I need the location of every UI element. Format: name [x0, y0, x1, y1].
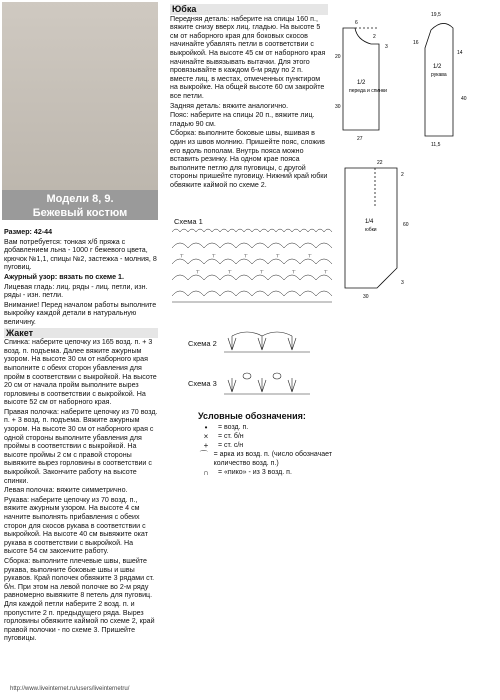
legend-item: × = ст. б/н — [198, 432, 348, 441]
top-half-sub: переда и спинки — [349, 88, 387, 94]
skirt-back: Задняя деталь: вяжите аналогично. — [170, 101, 289, 110]
left-front-instructions: Левая полочка: вяжите симметрично. — [4, 486, 128, 495]
sleeve-sub: рукава — [431, 72, 447, 78]
dim-40: 40 — [461, 96, 467, 102]
scheme-3-diagram — [222, 370, 312, 398]
picot-icon: ∩ — [203, 468, 209, 477]
svg-text:┬: ┬ — [212, 252, 216, 258]
legend-item: ∩ = «пико» - из 3 возд. п. — [198, 468, 348, 477]
svg-text:┬: ┬ — [292, 268, 296, 274]
dim-22: 22 — [377, 160, 383, 166]
dim-3b: 3 — [401, 280, 404, 286]
face-stitch: Лицевая гладь: лиц. ряды - лиц. петли, изн. ряды - изн. петли. — [4, 282, 148, 300]
svg-text:┬: ┬ — [196, 268, 200, 274]
caption-title: Бежевый костюм — [32, 207, 128, 219]
single-crochet-icon: × — [203, 432, 209, 441]
svg-text:┬: ┬ — [244, 252, 248, 258]
dim-2: 2 — [373, 34, 376, 40]
model-caption — [2, 190, 158, 220]
skirt-assembly: Сборка: выполните боковые швы, вшивая в один из швов молнию. Пришейте пояс, сложив его вдоль пополам. Внутрь пояса можно вставить резинку. На одном крае пояса выполните петлю для пуговицы, с другой стороны пришейте пуговицу. Нижний край юбки обвяжите каймой по схеме 2. — [170, 129, 328, 189]
left-column — [4, 228, 158, 644]
skirt-front: Передняя деталь: наберите на спицы 160 п., вяжите снизу вверх лиц. гладью. На высоте 5 см от наборного края для боковых скосов начинайте убавлять петли в соответствии с выкройкой. На высоте 45 см от наборного края начинайте вывязывать вытачки. Для этого провязывайте в каждом 6-м ряду по 2 п. вместе лиц. в местах, отмеченных пунктиром на выкройке. На общей высоте 60 см закройте все петли. — [170, 14, 326, 100]
chain-stitch-icon: • — [204, 423, 208, 432]
scheme-3-label: Схема 3 — [188, 379, 217, 388]
jacket-heading: Жакет — [4, 328, 158, 339]
sleeve-instructions: Рукава: наберите цепочку из 70 возд. п., вяжите ажурным узором. На высоте 4 см начните выполнять прибавления с обеих сторон для скосов рукава в соответствии с выкройкой. На высоте 40 см вывяжите окат рукава в соответствии с выкройкой. На высоте 54 см закончите работу. — [4, 495, 148, 556]
caption-model-number: Модели 8, 9. — [46, 193, 114, 205]
right-front-instructions: Правая полочка: наберите цепочку из 70 возд. п. + 3 возд. п. подъема. Вяжите ажурным узором. На высоте 30 см от наборного края с одной стороны выполните убавления для проймы в соответствии с выкройкой. На высоте проймы 2 см с правой стороны вывяжите вырез горловины в соответствии с выкройкой. Закончите работу на высоте спинки. — [4, 407, 158, 485]
dim-14: 14 — [457, 50, 463, 56]
skirt-sub: юбки — [365, 227, 377, 233]
legend-item: + = ст. с/н — [198, 441, 348, 450]
scheme-2-label: Схема 2 — [188, 339, 217, 348]
skirt-quarter-label: 1/4 — [365, 219, 374, 225]
dim-20: 20 — [335, 54, 341, 60]
double-crochet-icon: + — [203, 441, 209, 450]
dim-3: 3 — [385, 44, 388, 50]
legend-item: ⌒ = арка из возд. п. (число обозначает количество возд. п.) — [199, 450, 333, 467]
dim-30b: 30 — [363, 294, 369, 300]
top-half-label: 1/2 — [357, 80, 366, 86]
svg-text:┬: ┬ — [180, 252, 184, 258]
legend — [198, 412, 348, 477]
chain-arch-icon: ⌒ — [199, 450, 208, 459]
sleeve-half-label: 1/2 — [433, 64, 442, 70]
materials: Вам потребуется: тонкая х/б пряжа с добавлением льна - 1000 г бежевого цвета, крючок №1,1, спицы №2, застежка - молния, 8 пуговиц. — [4, 237, 157, 272]
dim-19-5: 19,5 — [431, 12, 441, 18]
svg-text:┬: ┬ — [308, 252, 312, 258]
dim-60: 60 — [403, 222, 409, 228]
attention-note: Внимание! Перед началом работы выполните выкройку каждой детали в натуральную величину. — [4, 300, 157, 326]
source-url[interactable]: http://www.liveinternet.ru/users/liveinternetru/ — [10, 686, 130, 692]
pattern-diagrams — [335, 8, 497, 308]
scheme-1-label: Схема 1 — [174, 217, 203, 226]
dim-2b: 2 — [401, 172, 404, 178]
svg-text:┬: ┬ — [260, 268, 264, 274]
skirt-heading: Юбка — [170, 4, 328, 15]
dim-30: 30 — [335, 104, 341, 110]
dim-6: 6 — [355, 20, 358, 26]
svg-text:┬: ┬ — [228, 268, 232, 274]
scheme-2-diagram — [222, 330, 312, 356]
openwork-pattern: Ажурный узор: вязать по схеме 1. — [4, 272, 124, 281]
skirt-belt: Пояс: наберите на спицы 20 п., вяжите лиц. гладью 90 см. — [170, 111, 315, 128]
dim-11-5: 11,5 — [431, 142, 441, 148]
dim-16: 16 — [413, 40, 419, 46]
legend-title: Условные обозначения: — [198, 411, 306, 421]
svg-text:┬: ┬ — [276, 252, 280, 258]
legend-item: • = возд. п. — [198, 423, 348, 432]
size-line: Размер: 42-44 — [4, 228, 53, 236]
svg-text:┬: ┬ — [324, 268, 328, 274]
scheme-1-diagram — [172, 226, 342, 306]
middle-column — [170, 4, 328, 190]
model-photo — [2, 2, 158, 190]
jacket-assembly: Сборка: выполните плечевые швы, вшейте рукава, выполните боковые швы и швы рукавов. Край полочек обвяжите 3 рядами ст. б/н. При этом на левой полочке во 2-м ряду равномерно вывяжите 8 петель для пуговиц. Для каждой петли наберите 2 возд. п. и пропустите 2 п. предыдущего ряда. Вырез горловины обвяжите каймой по схеме 2, край правой полочки - по схеме 3. Пришейте пуговицы. — [4, 556, 155, 643]
dim-27: 27 — [357, 136, 363, 142]
back-instructions: Спинка: наберите цепочку из 165 возд. п. + 3 возд. п. подъема. Далее вяжите ажурным узором. На высоте 30 см от наборного края выполните с обеих сторон убавления для пройм в соответствии с выкройкой. На высоте 20 см от начала пройм выполните вырез горловины в соответствии с выкройкой. На высоте 52 см от наборного края. — [4, 338, 157, 407]
